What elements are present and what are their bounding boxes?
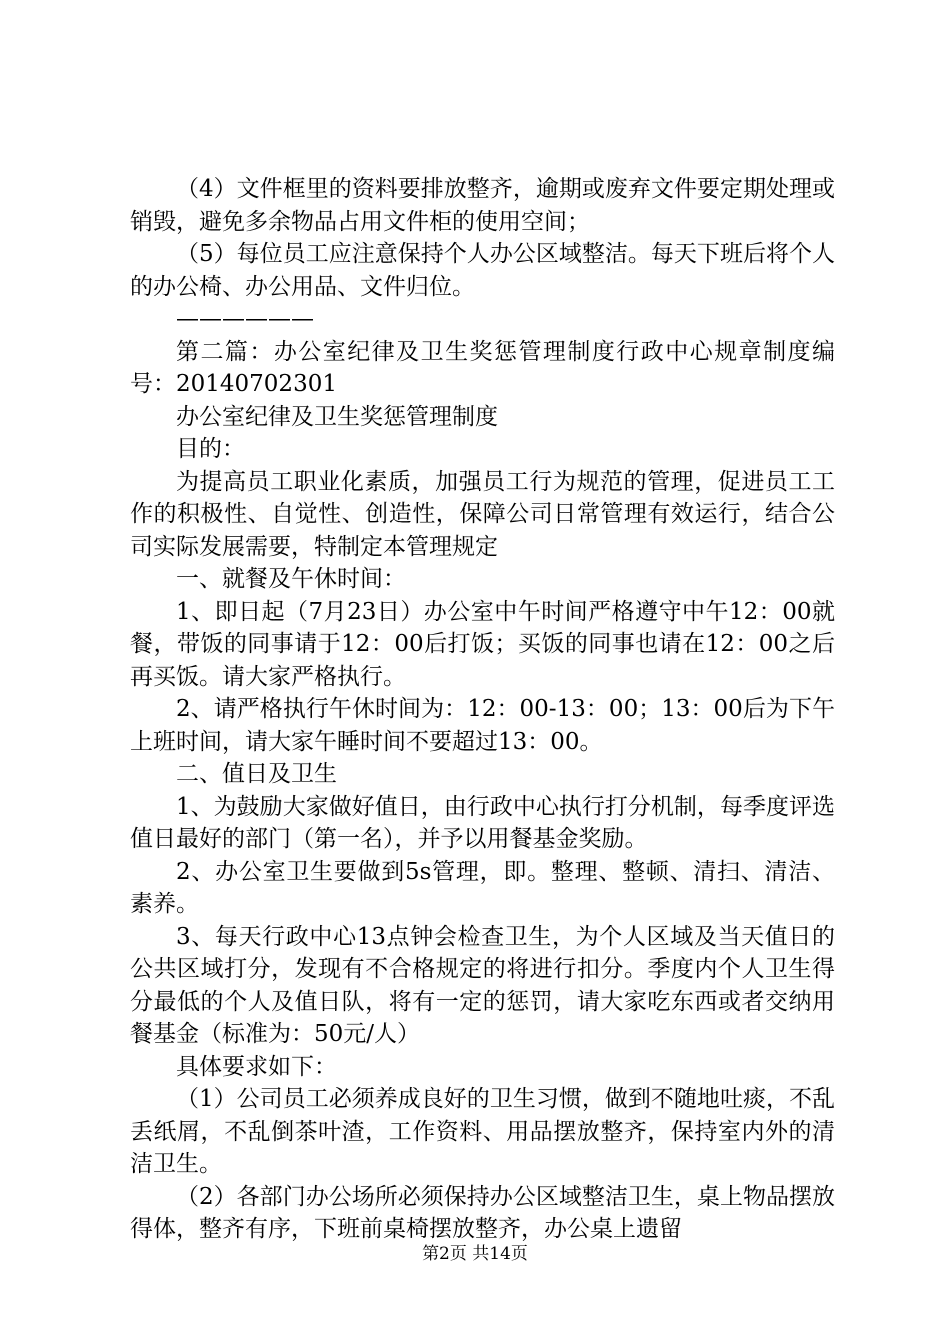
section-heading-meals: 一、就餐及午休时间： <box>176 566 406 592</box>
paragraph-item-4: （4）文件框里的资料要排放整齐，逾期或废弃文件要定期处理或销毁，避免多余物品占用文件柜的使用空间； <box>130 176 835 235</box>
requirement-item-2: （2）各部门办公场所必须保持办公区域整洁卫生，桌上物品摆放得体，整齐有序，下班前桌椅摆放整齐，办公桌上遗留 <box>130 1183 835 1242</box>
meals-rule-1: 1、即日起（7月23日）办公室中午时间严格遵守中午12：00就餐，带饭的同事请于12：00后打饭；买饭的同事也请在12：00之后再买饭。请大家严格执行。 <box>130 598 835 690</box>
purpose-paragraph: 为提高员工职业化素质，加强员工行为规范的管理，促进员工工作的积极性、自觉性、创造性，保障公司日常管理有效运行，结合公司实际发展需要，特制定本管理规定 <box>130 468 835 560</box>
document-title: 办公室纪律及卫生奖惩管理制度 <box>176 403 498 430</box>
document-body <box>130 173 835 1246</box>
duty-rule-2: 2、办公室卫生要做到5s管理，即。整理、整顿、清扫、清洁、素养。 <box>130 858 835 917</box>
purpose-heading: 目的： <box>176 436 245 462</box>
duty-rule-3: 3、每天行政中心13点钟会检查卫生，为个人区域及当天值日的公共区域打分，发现有不合格规定的将进行扣分。季度内个人卫生得分最低的个人及值日队，将有一定的惩罚，请大家吃东西或者交纳用餐基金（标准为：50元/人） <box>130 923 835 1047</box>
separator-line: —————— <box>176 306 314 332</box>
section-heading-part-two: 第二篇：办公室纪律及卫生奖惩管理制度行政中心规章制度编号：20140702301 <box>130 338 835 397</box>
requirement-item-1: （1）公司员工必须养成良好的卫生习惯，做到不随地吐痰，不乱丢纸屑，不乱倒茶叶渣，工作资料、用品摆放整齐，保持室内外的清洁卫生。 <box>130 1086 835 1177</box>
requirements-heading: 具体要求如下： <box>176 1053 337 1080</box>
page-number-footer: 第2页 共14页 <box>422 1244 528 1264</box>
section-heading-duty: 二、值日及卫生 <box>176 761 337 787</box>
duty-rule-1: 1、为鼓励大家做好值日，由行政中心执行打分机制，每季度评选值日最好的部门（第一名），并予以用餐基金奖励。 <box>130 793 835 852</box>
meals-rule-2: 2、请严格执行午休时间为：12：00-13：00；13：00后为下午上班时间，请大家午睡时间不要超过13：00。 <box>130 696 835 755</box>
paragraph-item-5: （5）每位员工应注意保持个人办公区域整洁。每天下班后将个人的办公椅、办公用品、文件归位。 <box>130 241 835 300</box>
